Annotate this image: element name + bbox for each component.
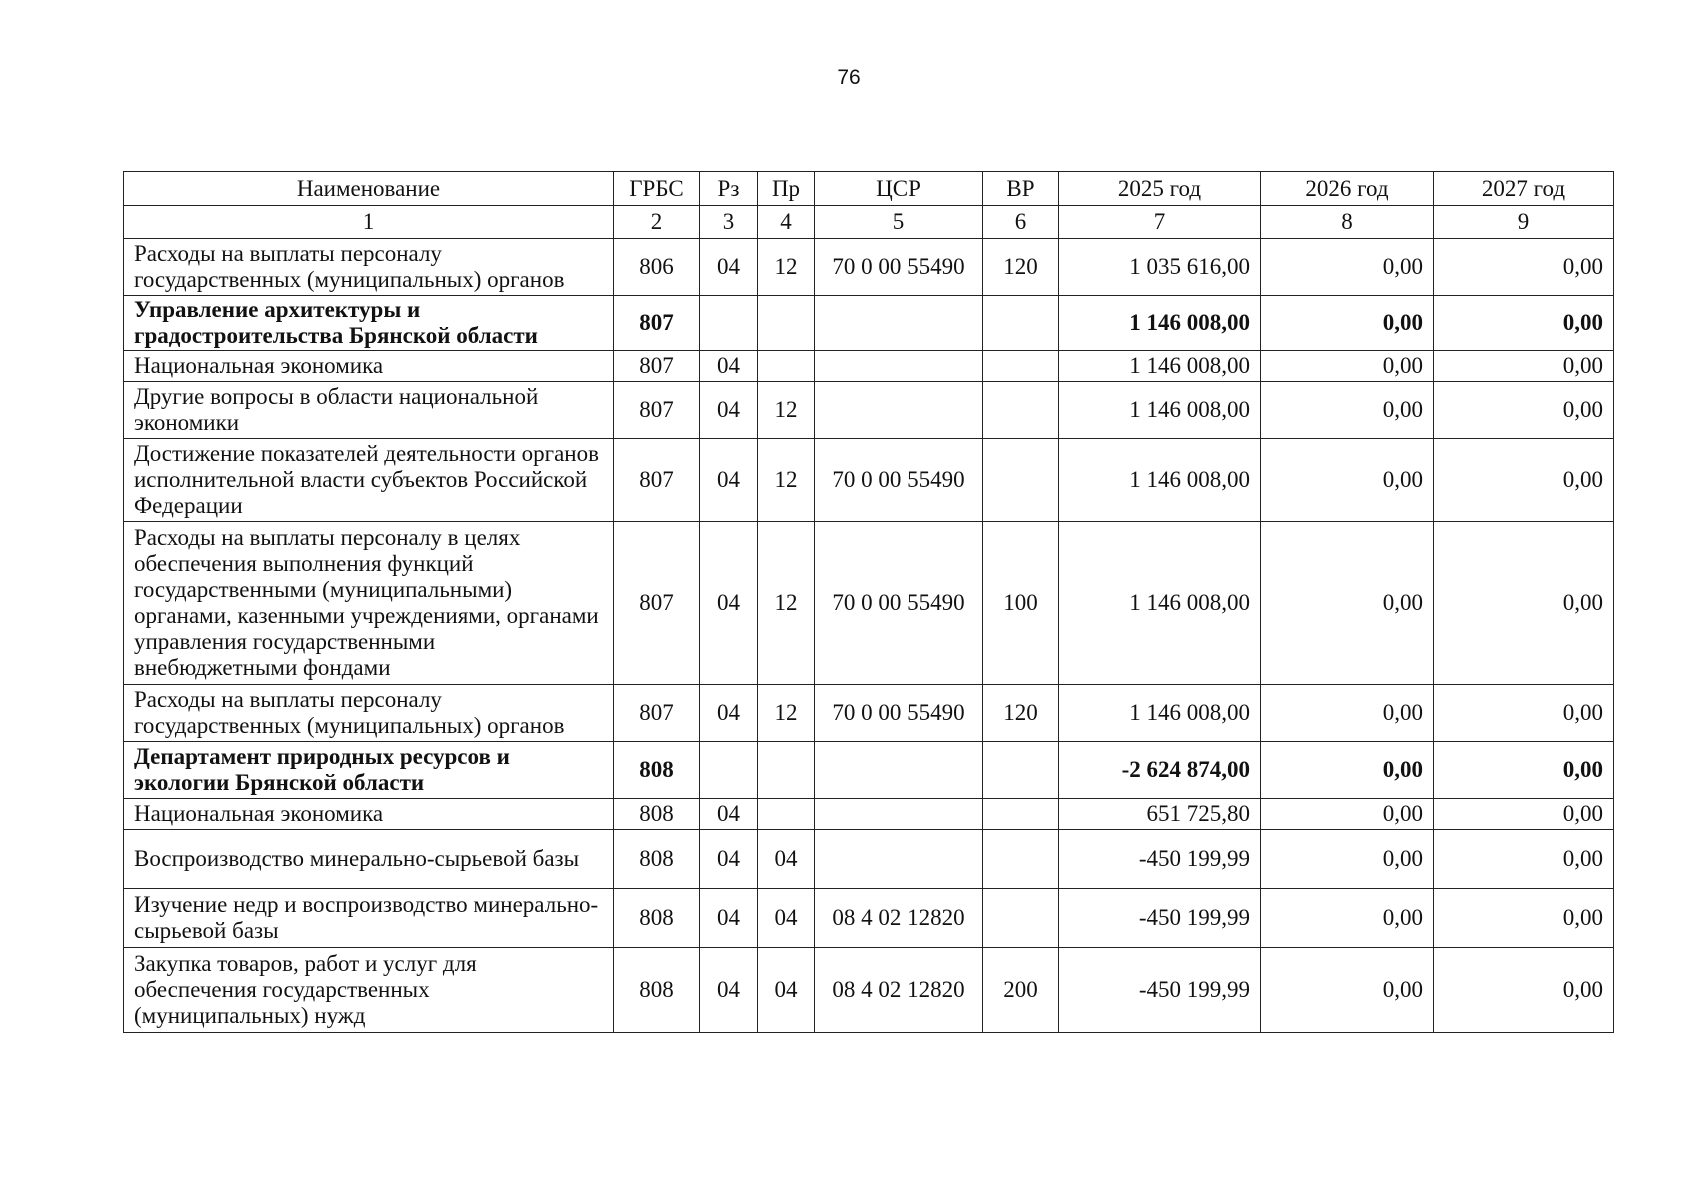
header-pr: Пр	[758, 172, 815, 206]
cell-name: Закупка товаров, работ и услуг для обеспечения государственных (муниципальных) нужд	[124, 948, 614, 1033]
cell-name: Национальная экономика	[124, 351, 614, 382]
cell-2027: 0,00	[1434, 296, 1614, 351]
cell-csr	[815, 742, 983, 799]
header-vr: ВР	[983, 172, 1059, 206]
cell-pr: 12	[758, 522, 815, 685]
cell-vr	[983, 439, 1059, 522]
table-row	[124, 685, 1614, 742]
header-2025: 2025 год	[1059, 172, 1261, 206]
header-rz: Рз	[700, 172, 758, 206]
cell-csr: 08 4 02 12820	[815, 948, 983, 1033]
cell-2027: 0,00	[1434, 382, 1614, 439]
table-row	[124, 830, 1614, 889]
cell-2026: 0,00	[1261, 889, 1434, 948]
table-row	[124, 382, 1614, 439]
cell-pr: 12	[758, 439, 815, 522]
cell-2027: 0,00	[1434, 239, 1614, 296]
cell-pr: 12	[758, 685, 815, 742]
cell-rz: 04	[700, 239, 758, 296]
cell-2025: 651 725,80	[1059, 799, 1261, 830]
cell-vr: 100	[983, 522, 1059, 685]
cell-name: Национальная экономика	[124, 799, 614, 830]
cell-rz: 04	[700, 799, 758, 830]
cell-grbs: 808	[614, 799, 700, 830]
table-row	[124, 889, 1614, 948]
header-grbs: ГРБС	[614, 172, 700, 206]
cell-2026: 0,00	[1261, 948, 1434, 1033]
cell-grbs: 807	[614, 296, 700, 351]
cell-2025: -450 199,99	[1059, 830, 1261, 889]
cell-2025: 1 035 616,00	[1059, 239, 1261, 296]
cell-pr	[758, 351, 815, 382]
cell-pr: 04	[758, 830, 815, 889]
cell-grbs: 807	[614, 439, 700, 522]
column-number: 2	[614, 206, 700, 239]
cell-2025: 1 146 008,00	[1059, 382, 1261, 439]
table-row	[124, 948, 1614, 1033]
column-number: 1	[124, 206, 614, 239]
cell-vr	[983, 351, 1059, 382]
cell-2026: 0,00	[1261, 351, 1434, 382]
cell-csr: 08 4 02 12820	[815, 889, 983, 948]
cell-2025: -2 624 874,00	[1059, 742, 1261, 799]
cell-vr	[983, 830, 1059, 889]
cell-pr	[758, 742, 815, 799]
header-name: Наименование	[124, 172, 614, 206]
cell-csr: 70 0 00 55490	[815, 685, 983, 742]
cell-2025: 1 146 008,00	[1059, 439, 1261, 522]
cell-grbs: 807	[614, 382, 700, 439]
table-row	[124, 239, 1614, 296]
cell-csr	[815, 351, 983, 382]
column-number: 6	[983, 206, 1059, 239]
header-csr: ЦСР	[815, 172, 983, 206]
table-row	[124, 742, 1614, 799]
cell-2027: 0,00	[1434, 830, 1614, 889]
cell-name: Расходы на выплаты персоналу государственных (муниципальных) органов	[124, 239, 614, 296]
cell-grbs: 808	[614, 830, 700, 889]
budget-table	[123, 171, 1614, 1033]
cell-csr	[815, 799, 983, 830]
cell-vr	[983, 296, 1059, 351]
column-number: 4	[758, 206, 815, 239]
cell-name: Воспроизводство минерально-сырьевой базы	[124, 830, 614, 889]
cell-2027: 0,00	[1434, 948, 1614, 1033]
cell-rz: 04	[700, 439, 758, 522]
column-number: 3	[700, 206, 758, 239]
cell-2027: 0,00	[1434, 889, 1614, 948]
column-number: 5	[815, 206, 983, 239]
table-row	[124, 522, 1614, 685]
cell-name: Достижение показателей деятельности органов исполнительной власти субъектов Российской Федерации	[124, 439, 614, 522]
column-number: 8	[1261, 206, 1434, 239]
cell-grbs: 808	[614, 889, 700, 948]
cell-name: Расходы на выплаты персоналу в целях обеспечения выполнения функций государственными (муниципальными) органами, казенными учреждениями, органами управления государственными внебюджетными фондами	[124, 522, 614, 685]
cell-pr: 04	[758, 948, 815, 1033]
cell-grbs: 807	[614, 351, 700, 382]
cell-2026: 0,00	[1261, 296, 1434, 351]
cell-2027: 0,00	[1434, 799, 1614, 830]
cell-pr: 12	[758, 382, 815, 439]
cell-2027: 0,00	[1434, 522, 1614, 685]
cell-csr	[815, 296, 983, 351]
cell-grbs: 806	[614, 239, 700, 296]
table-row	[124, 296, 1614, 351]
cell-grbs: 808	[614, 742, 700, 799]
cell-grbs: 807	[614, 522, 700, 685]
cell-grbs: 808	[614, 948, 700, 1033]
cell-rz: 04	[700, 382, 758, 439]
cell-name: Другие вопросы в области национальной экономики	[124, 382, 614, 439]
cell-csr: 70 0 00 55490	[815, 522, 983, 685]
cell-pr	[758, 799, 815, 830]
cell-2025: -450 199,99	[1059, 889, 1261, 948]
column-number: 9	[1434, 206, 1614, 239]
cell-rz: 04	[700, 351, 758, 382]
cell-csr	[815, 382, 983, 439]
header-2026: 2026 год	[1261, 172, 1434, 206]
header-2027: 2027 год	[1434, 172, 1614, 206]
table-row	[124, 439, 1614, 522]
cell-pr	[758, 296, 815, 351]
cell-2027: 0,00	[1434, 685, 1614, 742]
table-row	[124, 799, 1614, 830]
cell-2027: 0,00	[1434, 742, 1614, 799]
cell-2026: 0,00	[1261, 439, 1434, 522]
column-number-row	[124, 206, 1614, 239]
cell-rz	[700, 742, 758, 799]
page-number: 76	[837, 66, 861, 89]
cell-grbs: 807	[614, 685, 700, 742]
cell-vr: 200	[983, 948, 1059, 1033]
cell-vr	[983, 889, 1059, 948]
cell-2026: 0,00	[1261, 382, 1434, 439]
cell-name: Управление архитектуры и градостроительства Брянской области	[124, 296, 614, 351]
cell-csr	[815, 830, 983, 889]
cell-2025: 1 146 008,00	[1059, 296, 1261, 351]
cell-2025: 1 146 008,00	[1059, 522, 1261, 685]
cell-2025: 1 146 008,00	[1059, 351, 1261, 382]
cell-name: Расходы на выплаты персоналу государственных (муниципальных) органов	[124, 685, 614, 742]
cell-2027: 0,00	[1434, 351, 1614, 382]
cell-vr: 120	[983, 685, 1059, 742]
header-row	[124, 172, 1614, 206]
cell-rz: 04	[700, 685, 758, 742]
cell-vr	[983, 742, 1059, 799]
cell-rz: 04	[700, 522, 758, 685]
cell-vr	[983, 382, 1059, 439]
cell-2026: 0,00	[1261, 685, 1434, 742]
cell-2025: 1 146 008,00	[1059, 685, 1261, 742]
cell-2027: 0,00	[1434, 439, 1614, 522]
table-row	[124, 351, 1614, 382]
cell-rz: 04	[700, 830, 758, 889]
cell-pr: 12	[758, 239, 815, 296]
cell-csr: 70 0 00 55490	[815, 239, 983, 296]
cell-vr	[983, 799, 1059, 830]
cell-2026: 0,00	[1261, 742, 1434, 799]
cell-rz: 04	[700, 889, 758, 948]
cell-2026: 0,00	[1261, 830, 1434, 889]
cell-2026: 0,00	[1261, 799, 1434, 830]
cell-rz	[700, 296, 758, 351]
cell-csr: 70 0 00 55490	[815, 439, 983, 522]
cell-2025: -450 199,99	[1059, 948, 1261, 1033]
cell-rz: 04	[700, 948, 758, 1033]
cell-2026: 0,00	[1261, 522, 1434, 685]
cell-vr: 120	[983, 239, 1059, 296]
column-number: 7	[1059, 206, 1261, 239]
cell-pr: 04	[758, 889, 815, 948]
cell-name: Изучение недр и воспроизводство минерально-сырьевой базы	[124, 889, 614, 948]
cell-name: Департамент природных ресурсов и экологии Брянской области	[124, 742, 614, 799]
cell-2026: 0,00	[1261, 239, 1434, 296]
